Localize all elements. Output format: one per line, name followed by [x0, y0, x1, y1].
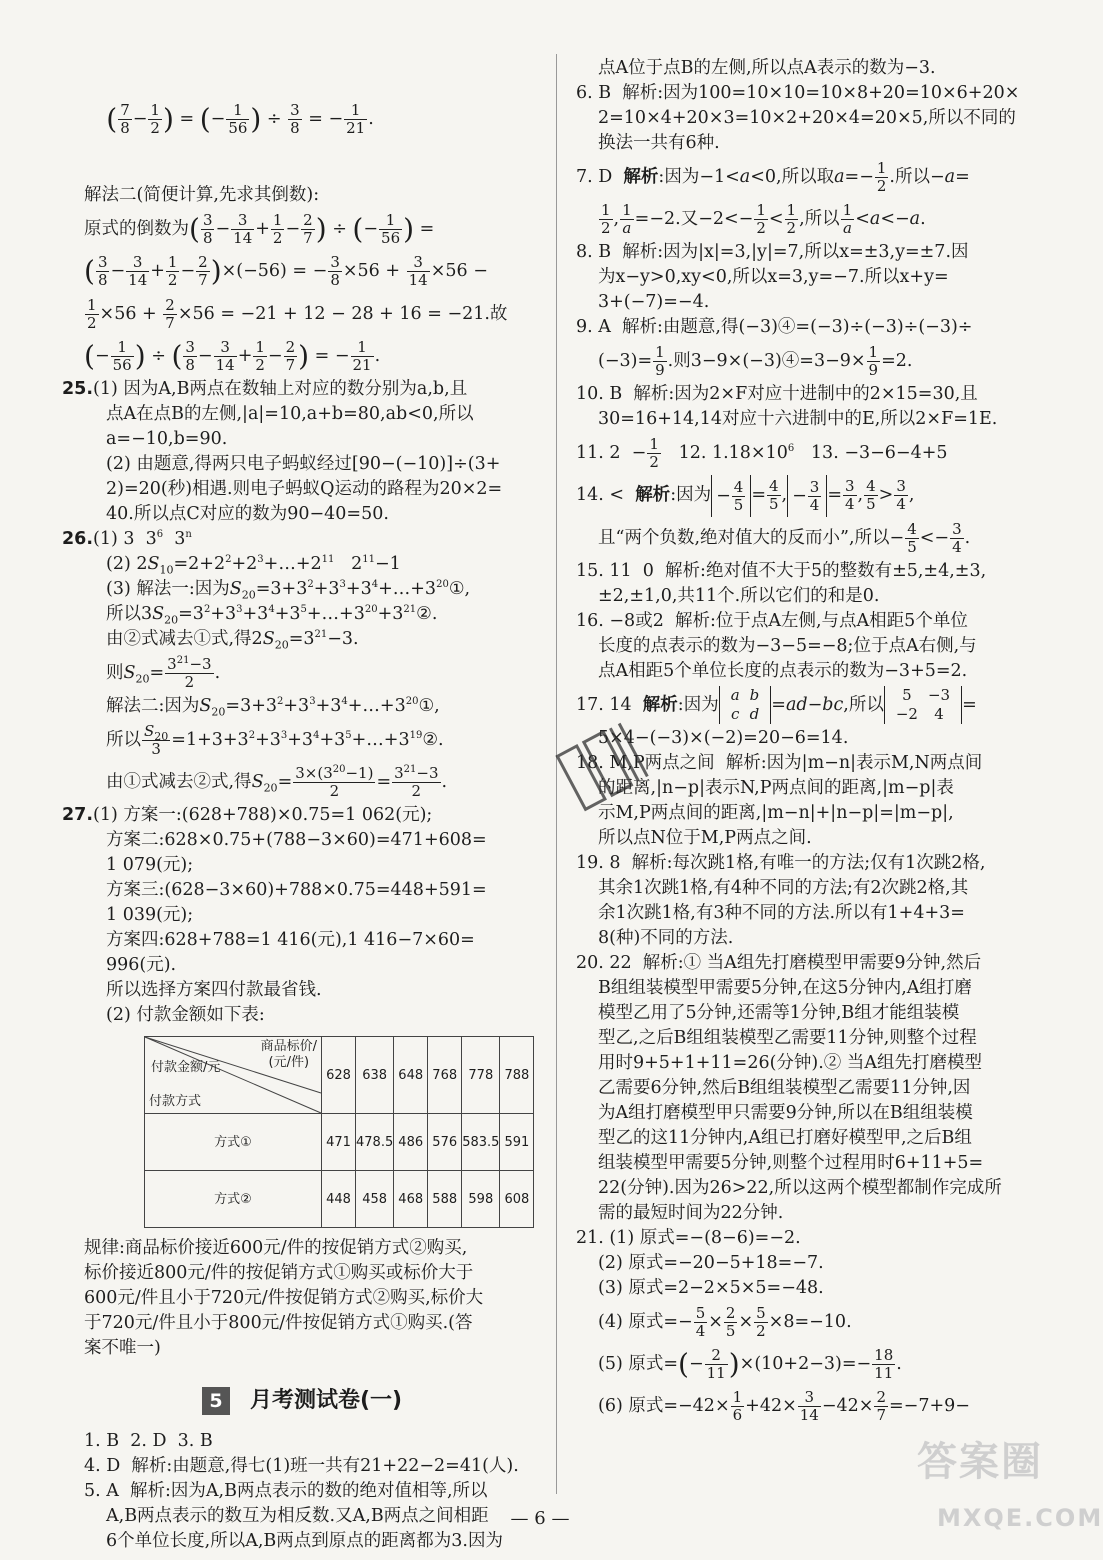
answer-line: 方案二:628×0.75+(788−3×60)=471+608= [106, 830, 487, 850]
answer-line: 6个单位长度,所以A,B两点到原点的距离都为3.因为 [106, 1531, 503, 1551]
payment-table [144, 1036, 534, 1228]
answer-9: 9. A 解析:由题意,得(−3)④=(−3)÷(−3)÷(−3)÷ [576, 317, 973, 337]
answer-line: ±2,±1,0,共11个.所以它们的和是0. [598, 585, 880, 606]
logo-text: 答案圈 [917, 1439, 1043, 1485]
answer-line: 方案四:628+788=1 416(元),1 416−7×60= [106, 930, 475, 950]
answer-6: 6. B 解析:因为100=10×10=10×8+20=10×6+20× [576, 83, 1020, 103]
answer-line: 所以选择方案四付款最省钱. [106, 980, 322, 1000]
table-cell: 448 [322, 1171, 356, 1228]
left-column [62, 56, 536, 1554]
header-amount: 付款金额/元 [151, 1060, 221, 1075]
solution-line: ( $\frac{7}{8}$ − $\frac{1}{2}$ ) = (− $\frac{1}{56}$ ) ÷ $\frac{3}{8}$ = − $\frac{1}{21}$ . [106, 101, 374, 137]
answer-line: 换法一共有6种. [598, 133, 720, 153]
answer-line: a=−10,b=90. [106, 429, 228, 449]
answer-line: (2) $2S_{10}=2+2^2+2^3+\dots+2^{11}$ $2^{11}-1$ [106, 554, 401, 577]
answer-line: 型乙,之后B组组装模型乙需要11分钟,则整个过程 [598, 1027, 977, 1048]
table-cell: 576 [428, 1114, 462, 1171]
answer-line: 1 039(元); [106, 905, 194, 925]
table-row [145, 1171, 534, 1228]
header-method: 付款方式 [149, 1094, 202, 1109]
answer-line: (5) 原式=(− $\frac{2}{11}$ )×(10+2−3)=− $\frac{18}{11}$ . [598, 1345, 902, 1382]
answer-16: 16. −8或2 解析:位于点A左侧,与点A相距5个单位 [576, 610, 968, 631]
table-cell: 648 [394, 1037, 428, 1114]
answer-line: 8(种)不同的方法. [598, 927, 734, 948]
answer-line: 长度的点表示的数为−3−5=−8;位于点A右侧,与 [598, 635, 977, 656]
rule-line: 案不唯一) [84, 1338, 161, 1358]
answer-line: 所以$3S_{20}=3^2+3^3+3^4+3^5+\dots+3^{20}+3^{21}②$. [106, 604, 438, 627]
page-number: — 6 — [510, 1508, 570, 1529]
answer-7: 7. D 解析:因为−1<a<0,所以取a=− $\frac{1}{2}$ .所以−a= [576, 159, 970, 195]
answer-line: 点A位于点B的左侧,所以点A表示的数为−3. [598, 58, 936, 78]
answer-line: 需的最短时间为22分钟. [598, 1202, 784, 1223]
table-header-row [145, 1037, 534, 1114]
table-cell: 608 [500, 1171, 534, 1228]
answer-17: 17. 14 解析:因为 a b c d =ad−bc,所以 5 −3 −2 4 = [576, 686, 977, 723]
table-cell: 478.5 [356, 1114, 394, 1171]
answer-8: 8. B 解析:因为|x|=3,|y|=7,所以x=±3,y=±7.因 [576, 242, 969, 262]
answer-line: 乙需要6分钟,然后B组组装模型乙需要11分钟,因 [598, 1077, 971, 1098]
answer-11-13: 11. 2 − $\frac{1}{2}$ 12. $1.18\times 10^6$ 13. −3−6−4+5 [576, 435, 948, 471]
answer-26: 26.(1) 3 $3^6$ 3$^n$ [62, 529, 192, 549]
table-cell: 458 [356, 1171, 394, 1228]
answer-line: (3) 原式=2−2×5×5=−48. [598, 1277, 824, 1298]
answer-line: (4) 原式=− $\frac{5}{4}$ × $\frac{2}{5}$ × $\frac{5}{2}$ ×8=−10. [598, 1303, 852, 1340]
answer-line: 4. D 解析:由题意,得七(1)班一共有21+22−2=41(人). [84, 1456, 519, 1476]
answer-line: 22(分钟).因为26>22,所以这两个模型都制作完成所 [598, 1177, 1002, 1198]
answer-line: 的距离,|n−p|表示N,P两点间的距离,|m−p|表 [598, 777, 954, 798]
answer-line: (2) 由题意,得两只电子蚂蚁经过[90−(−10)]÷(3+ [106, 454, 501, 474]
answer-line: 所以 $\frac{S_{20}}{3}$ $=1+3+3^2+3^3+3^4+3^5+\dots+3^{19}②$. [106, 722, 444, 758]
stamp-mark [545, 705, 665, 825]
table-cell: 788 [500, 1037, 534, 1114]
answer-18: 18. M,P两点之间 解析:因为|m−n|表示M,N两点间 [576, 752, 983, 773]
answer-line: 30=16+14,14对应十六进制中的E,所以2×F=1E. [598, 409, 998, 429]
answer-line: A,B两点表示的数互为相反数.又A,B两点之间相距 [106, 1506, 489, 1526]
answer-line: 由①式减去②式,得$S_{20}=$ $\frac{3\times(3^{20}-1)}{2}$ = $\frac{3^{21}-3}{2}$ . [106, 764, 448, 800]
solution-line: 解法二(简便计算,先求其倒数): [84, 184, 320, 205]
table-cell: 628 [322, 1037, 356, 1114]
table-cell: 468 [394, 1171, 428, 1228]
rule-line: 规律:商品标价接近600元/件的按促销方式②购买, [84, 1238, 468, 1258]
answer-14: 14. < 解析:因为 − $\frac{4}{5}$ = $\frac{4}{5}$ , − $\frac{3}{4}$ = $\frac{3}{4}$ , $\frac{4}{5}$ > $\frac{3}{4}$ , [576, 474, 1034, 517]
logo-url: MXQE.COM [937, 1504, 1103, 1532]
answer-line: 则$S_{20}=$ $\frac{3^{21}-3}{2}$ . [106, 655, 221, 691]
answer-line: 2)=20(秒)相遇.则电子蚂蚁Q运动的路程为20×2= [106, 479, 503, 499]
answer-line: 型乙的这11分钟内,A组已打磨好模型甲,之后B组 [598, 1127, 972, 1148]
header-price: 商品标价/ (元/件) [260, 1039, 317, 1070]
answer-line: 5. A 解析:因为A,B两点表示的数的绝对值相等,所以 [84, 1481, 488, 1501]
solution-line: $\frac{1}{2}$ ×56 + $\frac{2}{7}$ ×56 = −21 + 12 − 28 + 16 = −21.故 [87, 295, 508, 332]
answer-line: (3) 解法一:因为$S_{20}=3+3^2+3^3+3^4+\dots+3^{20}①$, [106, 579, 471, 602]
answer-25: 25.(1) 因为A,B两点在数轴上对应的数分别为a,b,且 [62, 379, 468, 399]
table-cell: 638 [356, 1037, 394, 1114]
answer-15: 15. 11 0 解析:绝对值不大于5的整数有±5,±4,±3, [576, 560, 987, 581]
watermark-logo [905, 1439, 1103, 1548]
table-cell: 778 [462, 1037, 500, 1114]
answer-line: (2) 原式=−20−5+18=−7. [598, 1252, 824, 1273]
table-row [145, 1114, 534, 1171]
answer-19: 19. 8 解析:每次跳1格,有唯一的方法;仅有1次跳2格, [576, 852, 986, 873]
solution-line: 原式的倒数为( $\frac{3}{8}$ − $\frac{3}{14}$ + $\frac{1}{2}$ − $\frac{2}{7}$ ) ÷ (− $\frac{1}{56}$ ) = [84, 210, 435, 247]
answer-line: 示M,P两点间的距离,|m−n|+|n−p|=|m−p|, [598, 802, 954, 823]
table-cell: 588 [428, 1171, 462, 1228]
table-cell: 591 [500, 1114, 534, 1171]
answer-line: 40.所以点C对应的数为90−40=50. [106, 504, 389, 524]
rule-line: 标价接近800元/件的按促销方式①购买或标价大于 [84, 1263, 474, 1283]
answer-line: 解法二:因为$S_{20}=3+3^2+3^3+3^4+\dots+3^{20}①$, [106, 696, 440, 719]
answer-line: 点A在点B的左侧,|a|=10,a+b=80,ab<0,所以 [106, 404, 474, 424]
answer-line: 其余1次跳1格,有4种不同的方法;有2次跳2格,其 [598, 877, 969, 898]
answer-line: 5×4−(−3)×(−2)=20−6=14. [598, 727, 849, 748]
table-cell: 768 [428, 1037, 462, 1114]
solution-line: ( $\frac{3}{8}$ − $\frac{3}{14}$ + $\frac{1}{2}$ − $\frac{2}{7}$ )×(−56) = − $\frac{3}{8}$ ×56 + $\frac{3}{14}$ ×56 − [84, 253, 488, 289]
answer-line: (2) 付款金额如下表: [106, 1005, 265, 1025]
answer-line: 用时9+5+1+11=26(分钟).② 当A组先打磨模型 [598, 1052, 983, 1073]
answer-line: $\frac{1}{2}$ , $\frac{1}{a}$ =−2.又−2<− $\frac{1}{2}$ < $\frac{1}{2}$ ,所以 $\frac{1}{a}$ <a<−a. [601, 201, 926, 237]
answer-line: 组装模型甲需要5分钟,则整个过程用时6+11+5= [598, 1152, 984, 1173]
answer-line: 模型乙用了5分钟,还需等1分钟,B组才能组装模 [598, 1002, 960, 1023]
answer-line: 996(元). [106, 955, 177, 975]
table-cell: 583.5 [462, 1114, 500, 1171]
answer-line: (−3)= $\frac{1}{9}$ .则3−9×(−3)④=3−9× $\frac{1}{9}$ =2. [598, 343, 913, 379]
table-cell: 598 [462, 1171, 500, 1228]
answer-21: 21. (1) 原式=−(8−6)=−2. [576, 1227, 801, 1248]
solution-line: (− $\frac{1}{56}$ ) ÷ ( $\frac{3}{8}$ − $\frac{3}{14}$ + $\frac{1}{2}$ − $\frac{2}{7}$ ) = − $\frac{1}{21}$ . [84, 337, 381, 374]
answer-line: 2=10×4+20×3=10×2+20×4=20×5,所以不同的 [598, 108, 1016, 128]
answer-10: 10. B 解析:因为2×F对应十进制中的2×15=30,且 [576, 384, 978, 404]
answer-line: 且“两个负数,绝对值大的反而小”,所以− $\frac{4}{5}$ <− $\frac{3}{4}$ . [598, 519, 971, 556]
table-corner-cell [145, 1037, 322, 1114]
answer-line: 3+(−7)=−4. [598, 292, 710, 312]
answer-20: 20. 22 解析:① 当A组先打磨模型甲需要9分钟,然后 [576, 952, 982, 973]
answer-line: 方案三:(628−3×60)+788×0.75=448+591= [106, 880, 487, 900]
rule-line: 600元/件且小于720元/件按促销方式②购买,标价大 [84, 1288, 484, 1308]
answer-line: 为x−y>0,xy<0,所以x=3,y=−7.所以x+y= [598, 267, 949, 287]
answer-27: 27.(1) 方案一:(628+788)×0.75=1 062(元); [62, 805, 433, 825]
table-cell: 486 [394, 1114, 428, 1171]
answer-line: 1 079(元); [106, 855, 194, 875]
answer-line: 1. B 2. D 3. B [84, 1431, 213, 1451]
answer-line: 为A组打磨模型甲只需要9分钟,所以在B组组装模 [598, 1102, 973, 1123]
answer-line: B组组装模型甲需要5分钟,在这5分钟内,A组打磨 [598, 977, 972, 998]
rule-line: 于720元/件且小于800元/件按促销方式①购买.(答 [84, 1313, 473, 1333]
section-heading [202, 1387, 536, 1415]
answer-line: 所以点N位于M,P两点之间. [598, 827, 812, 848]
table-row-label: 方式① [145, 1114, 322, 1171]
table-cell: 471 [322, 1114, 356, 1171]
answer-line: 由②式减去①式,得$2S_{20}=3^{21}-3$. [106, 629, 359, 652]
answer-line: (6) 原式=−42× $\frac{1}{6}$ +42× $\frac{3}{14}$ −42× $\frac{2}{7}$ =−7+9− [598, 1388, 970, 1424]
section-title: 月考测试卷(一) [250, 1388, 403, 1413]
answer-line: 余1次跳1格,有3种不同的方法.所以有1+4+3= [598, 902, 965, 923]
table-row-label: 方式② [145, 1171, 322, 1228]
answer-line: 点A相距5个单位长度的点表示的数为−3+5=2. [598, 660, 968, 681]
section-badge: 5 [202, 1387, 230, 1415]
